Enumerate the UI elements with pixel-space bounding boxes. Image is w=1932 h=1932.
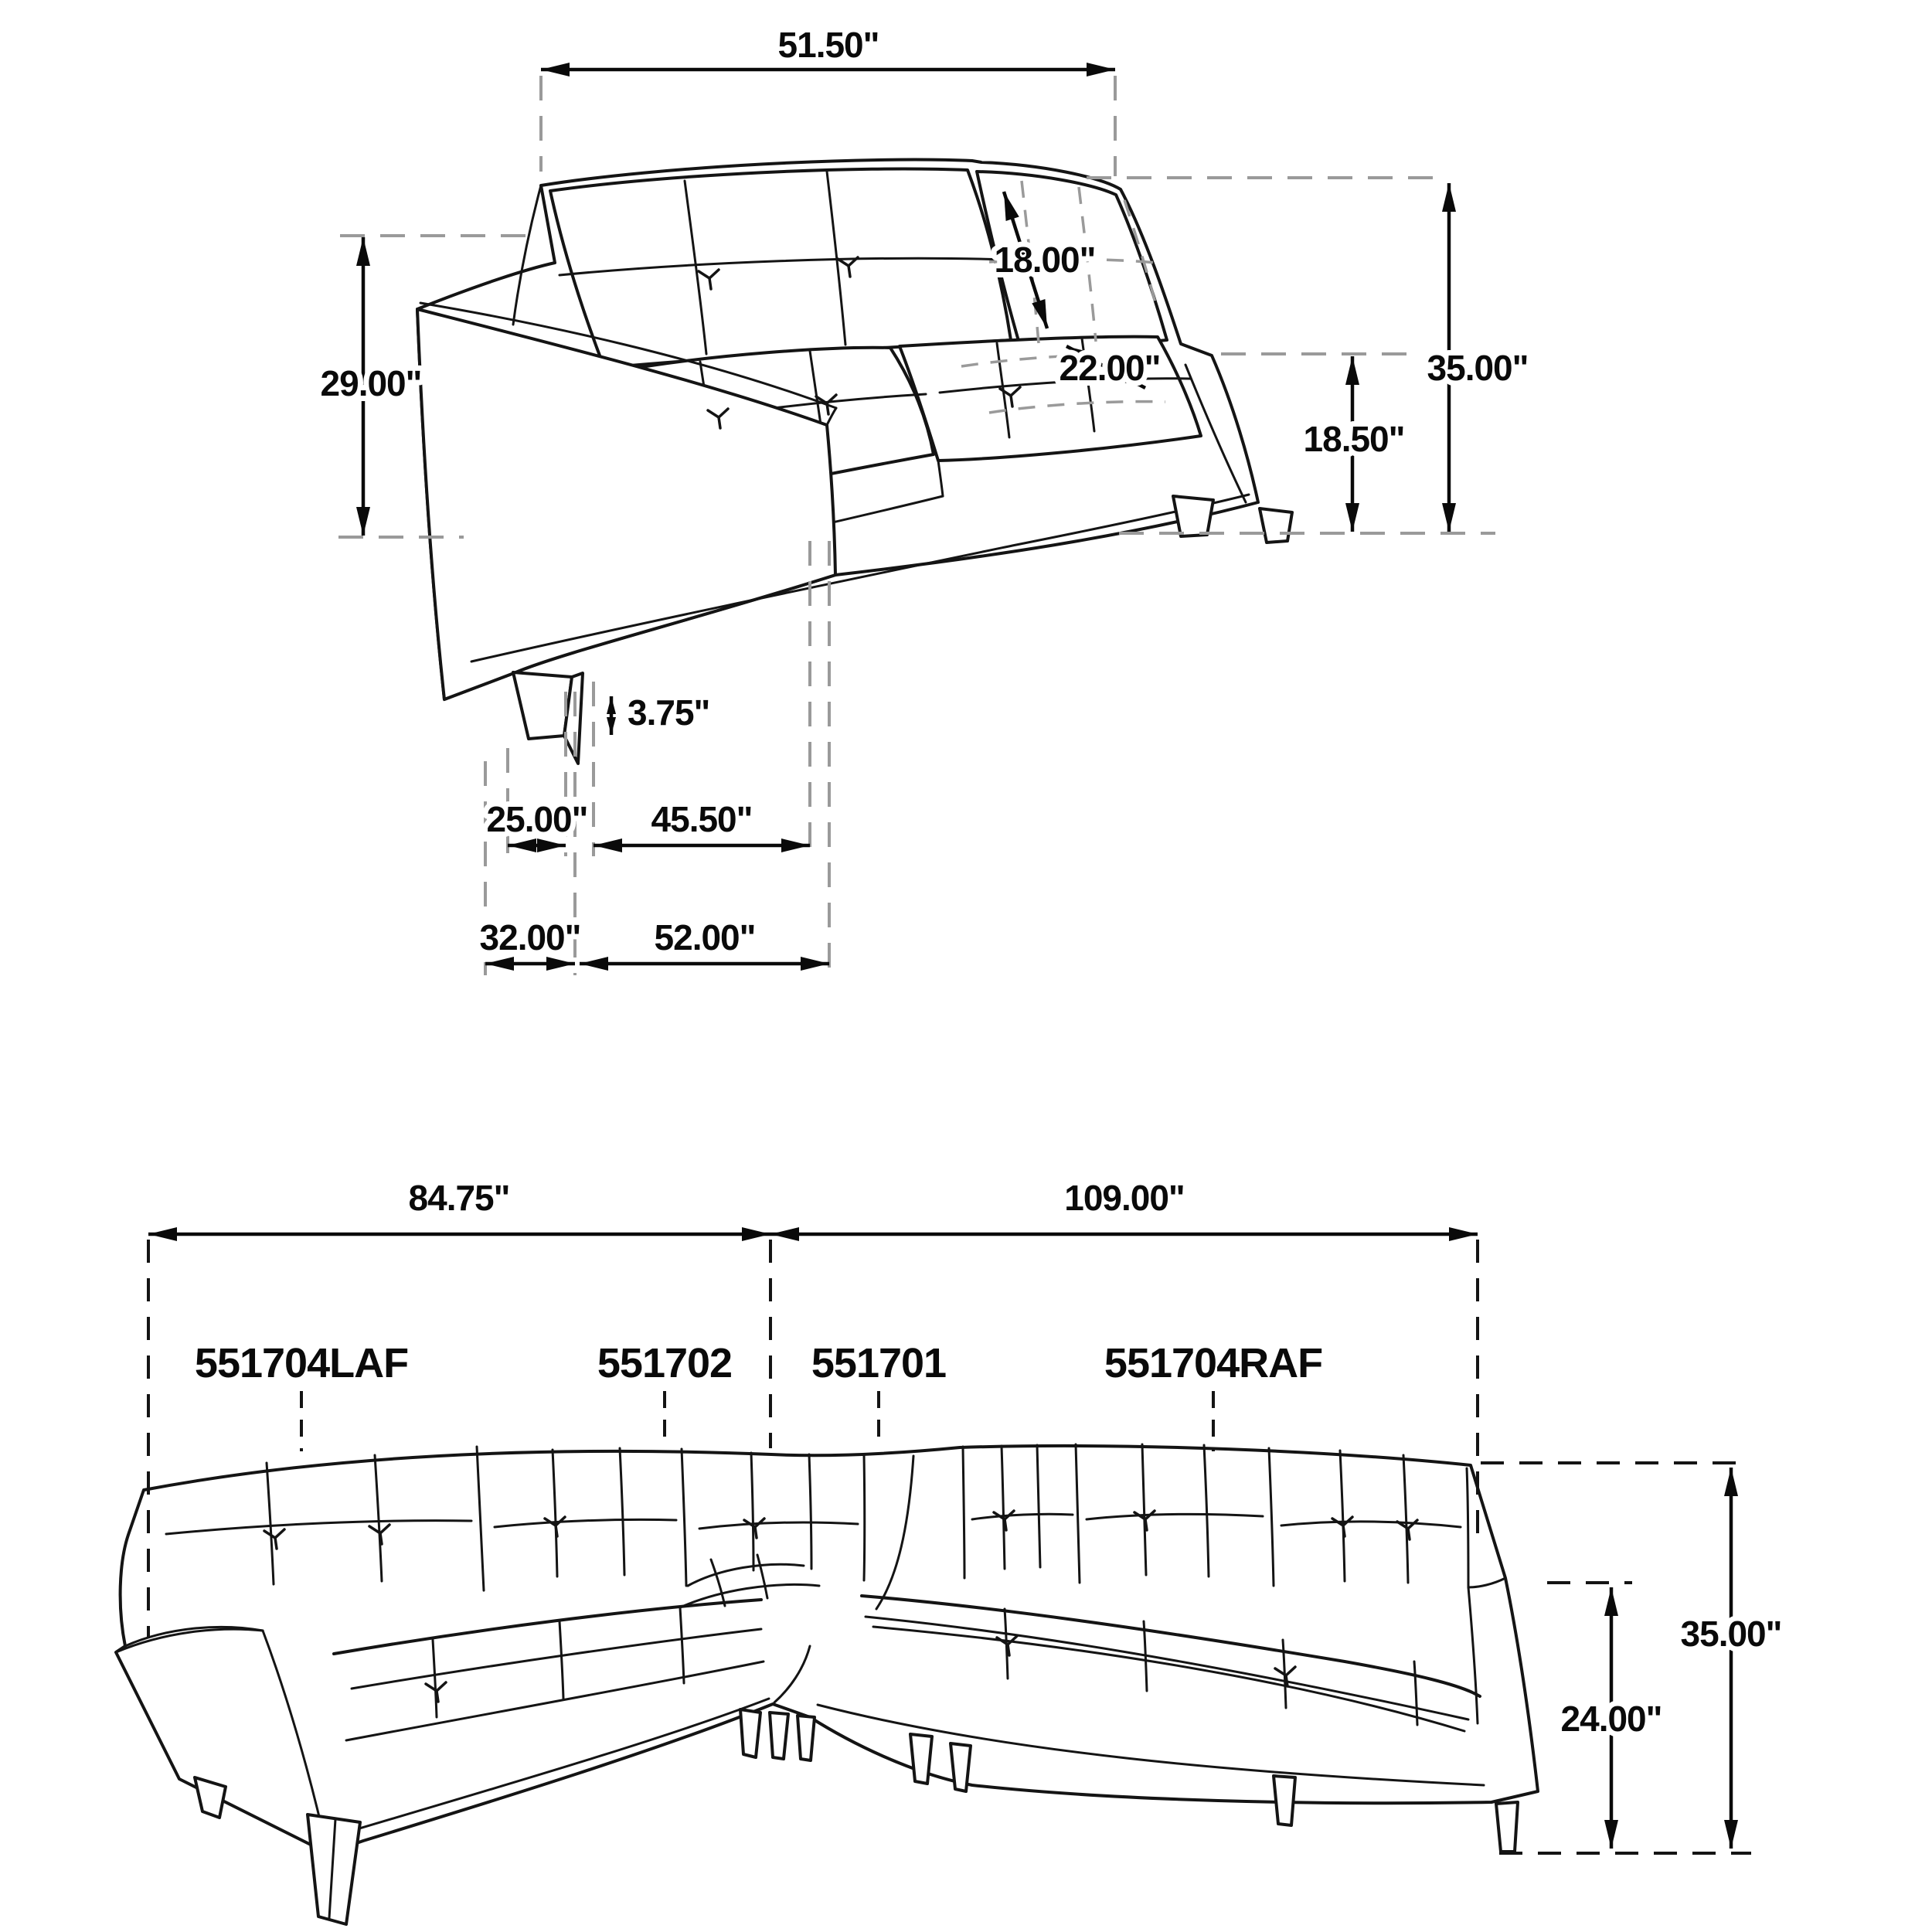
seat-height-value: 18.50" — [1303, 419, 1405, 459]
dim-overall-depth — [480, 917, 581, 964]
sectional-arm-height-value: 24.00" — [1560, 1699, 1662, 1739]
seat-depth-value: 22.00" — [1059, 348, 1161, 388]
part-label-551701: 551701 — [811, 1340, 947, 1386]
loveseat-diagram — [321, 25, 1529, 975]
part-label-551704raf: 551704RAF — [1104, 1340, 1323, 1386]
sectional-overall-height-value: 35.00" — [1680, 1614, 1782, 1654]
dim-leg-height — [611, 692, 709, 735]
dim-seat-depth — [1060, 346, 1161, 388]
leg-height-value: 3.75" — [628, 692, 710, 733]
part-label-551704laf: 551704LAF — [194, 1340, 409, 1386]
dim-base-width — [580, 917, 829, 964]
dim-overall-height — [1427, 183, 1529, 532]
dim-interior-width — [594, 799, 810, 845]
dim-seat-width — [487, 799, 588, 845]
dim-overall-width — [541, 25, 1115, 70]
overall-depth-value: 32.00" — [479, 917, 581, 957]
dim-sectional-arm-height — [1561, 1587, 1662, 1849]
back-cushion-height-value: 18.00" — [994, 240, 1096, 280]
seat-width-value: 25.00" — [486, 799, 588, 839]
sectional-diagram — [116, 1178, 1781, 1924]
right-arm-side-length-value: 109.00" — [1064, 1178, 1185, 1218]
front-right-leg — [1173, 496, 1213, 536]
sectional-line-art — [116, 1444, 1538, 1924]
overall-height-value: 35.00" — [1427, 348, 1529, 388]
sectional-part-labels — [195, 1340, 1322, 1386]
left-arm-side-length-value: 84.75" — [408, 1178, 510, 1218]
back-right-leg — [1260, 509, 1292, 543]
dim-sectional-overall-height — [1681, 1468, 1782, 1849]
loveseat-line-art — [417, 160, 1292, 764]
overall-width-value: 51.50" — [777, 25, 879, 65]
dim-right-arm-side-length — [770, 1178, 1478, 1234]
right-front-leg — [1496, 1802, 1518, 1852]
part-label-551702: 551702 — [597, 1340, 733, 1386]
dim-seat-height — [1304, 356, 1405, 532]
arm-height-value: 29.00" — [320, 363, 422, 403]
back-cushion-left — [550, 168, 1011, 368]
base-width-value: 52.00" — [654, 917, 756, 957]
front-left-leg — [513, 672, 572, 739]
interior-width-value: 45.50" — [651, 799, 753, 839]
dim-left-arm-side-length — [148, 1178, 770, 1234]
sectional-silhouette — [116, 1446, 1538, 1853]
dim-arm-height — [321, 237, 422, 536]
